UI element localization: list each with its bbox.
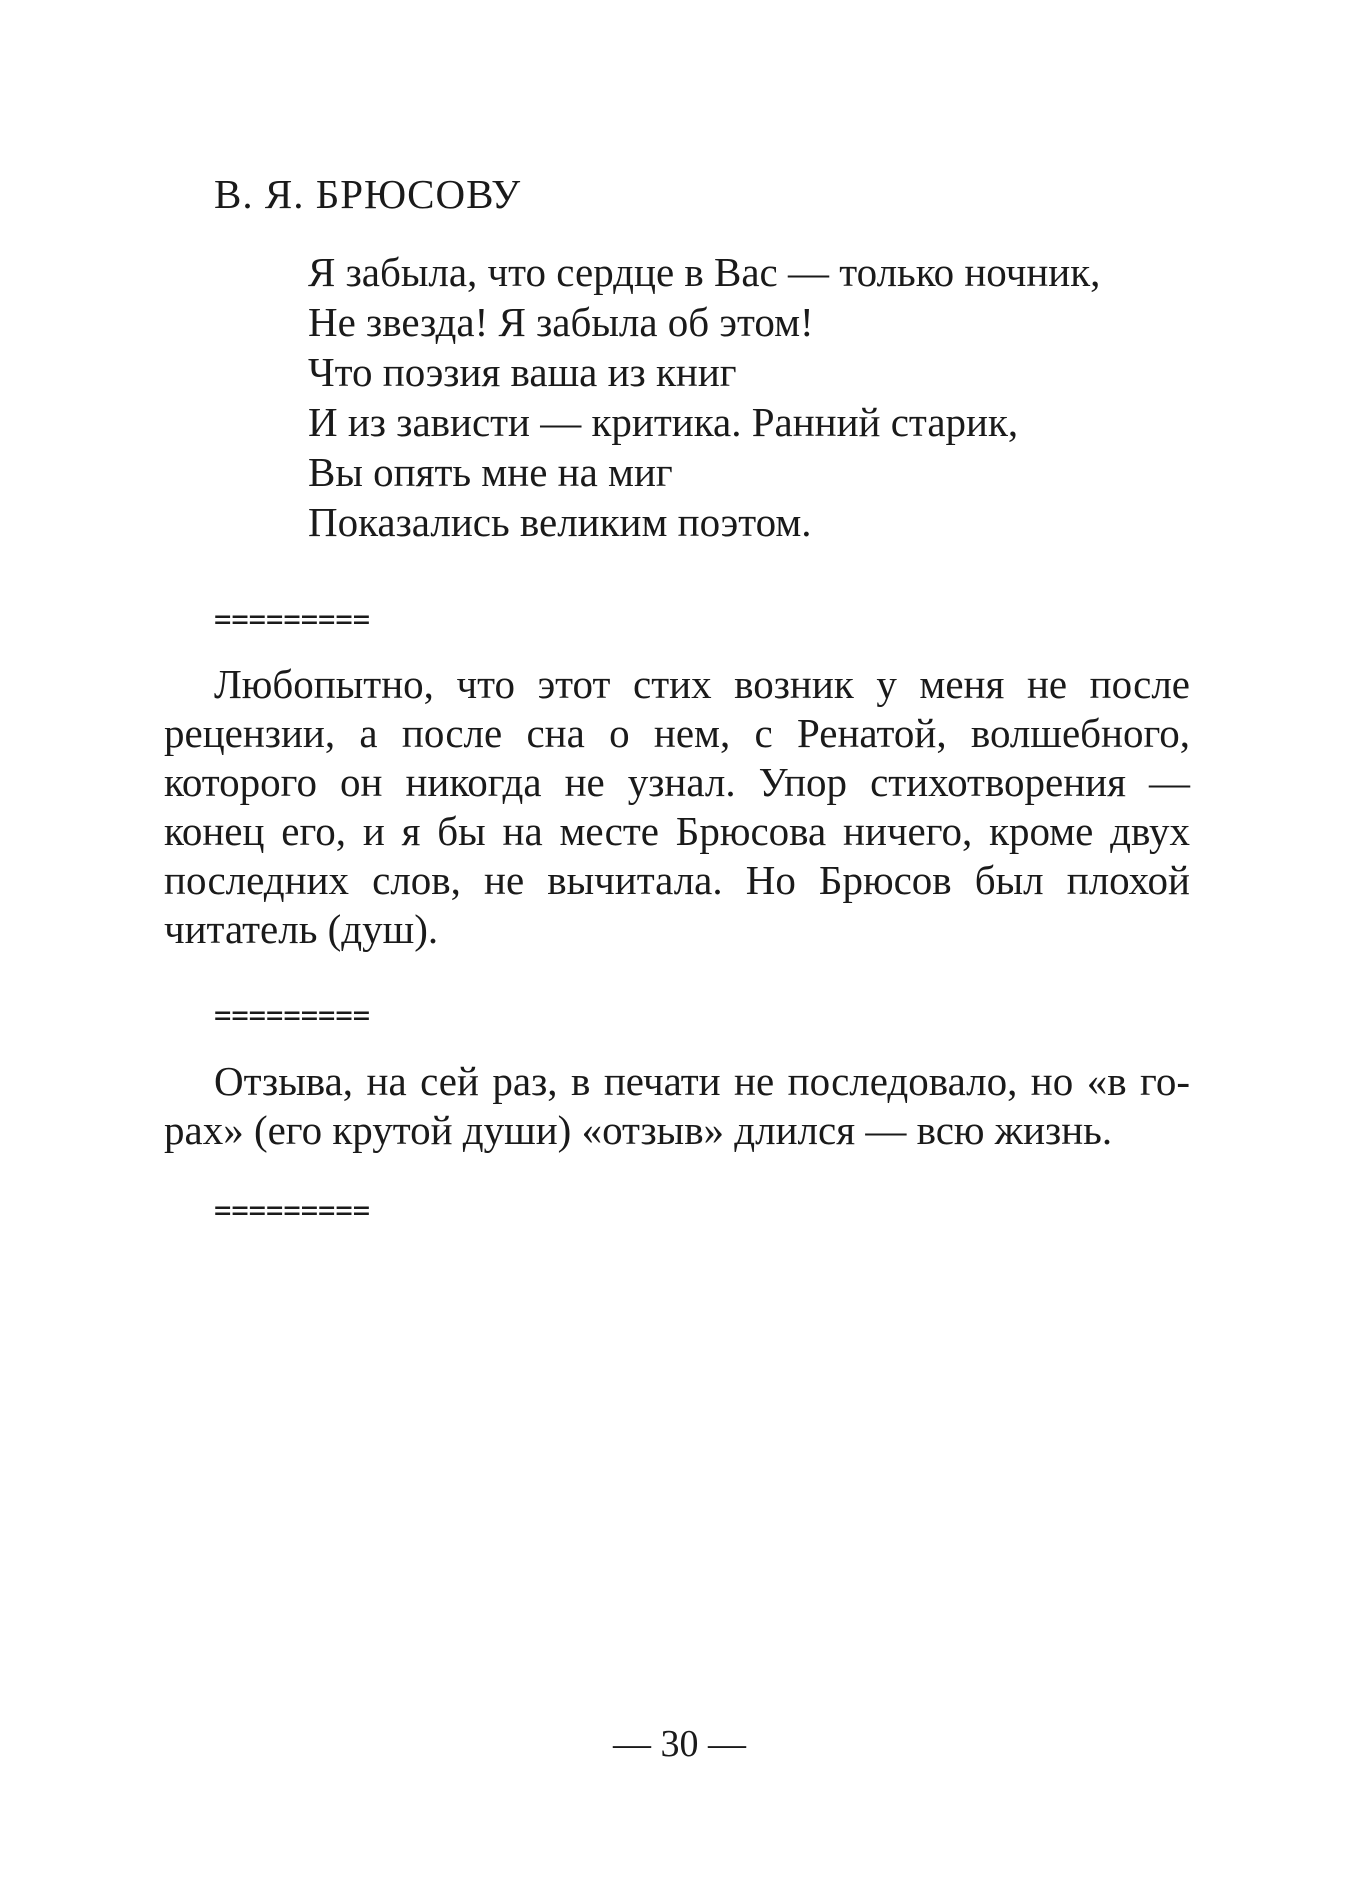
poem-stanza bbox=[308, 247, 1100, 547]
paragraph-line: конец его, и я бы на месте Брюсова ничего, кроме двух bbox=[164, 808, 1190, 854]
poem-line: И из зависти — критика. Ранний старик, bbox=[308, 399, 1019, 445]
paragraph-line: читатель (душ). bbox=[164, 906, 439, 952]
section-separator: ========= bbox=[214, 998, 371, 1033]
poem-line: Вы опять мне на миг bbox=[308, 449, 673, 495]
poem-line: Не звезда! Я забыла об этом! bbox=[308, 299, 814, 345]
poem-line: Я забыла, что сердце в Вас — только ночник, bbox=[308, 249, 1101, 295]
poem-line: Что поэзия ваша из книг bbox=[308, 349, 737, 395]
paragraph-line: рах» (его крутой души) «отзыв» длился — всю жизнь. bbox=[164, 1107, 1113, 1153]
paragraph-line: рецензии, а после сна о нем, с Ренатой, волшебного, bbox=[164, 710, 1190, 756]
poem-title: В. Я. БРЮСОВУ bbox=[214, 171, 522, 217]
page-number: — 30 — bbox=[613, 1723, 746, 1765]
paragraph-line: которого он никогда не узнал. Упор стихотворения — bbox=[164, 759, 1190, 805]
paragraph-line: Отзыва, на сей раз, в печати не последовало, но «в го- bbox=[214, 1058, 1190, 1104]
paragraph-line: последних слов, не вычитала. Но Брюсов был плохой bbox=[164, 857, 1190, 903]
section-separator: ========= bbox=[214, 602, 371, 637]
section-separator: ========= bbox=[214, 1193, 371, 1228]
poem-line: Показались великим поэтом. bbox=[308, 499, 812, 545]
paragraph-line: Любопытно, что этот стих возник у меня не после bbox=[214, 661, 1190, 707]
